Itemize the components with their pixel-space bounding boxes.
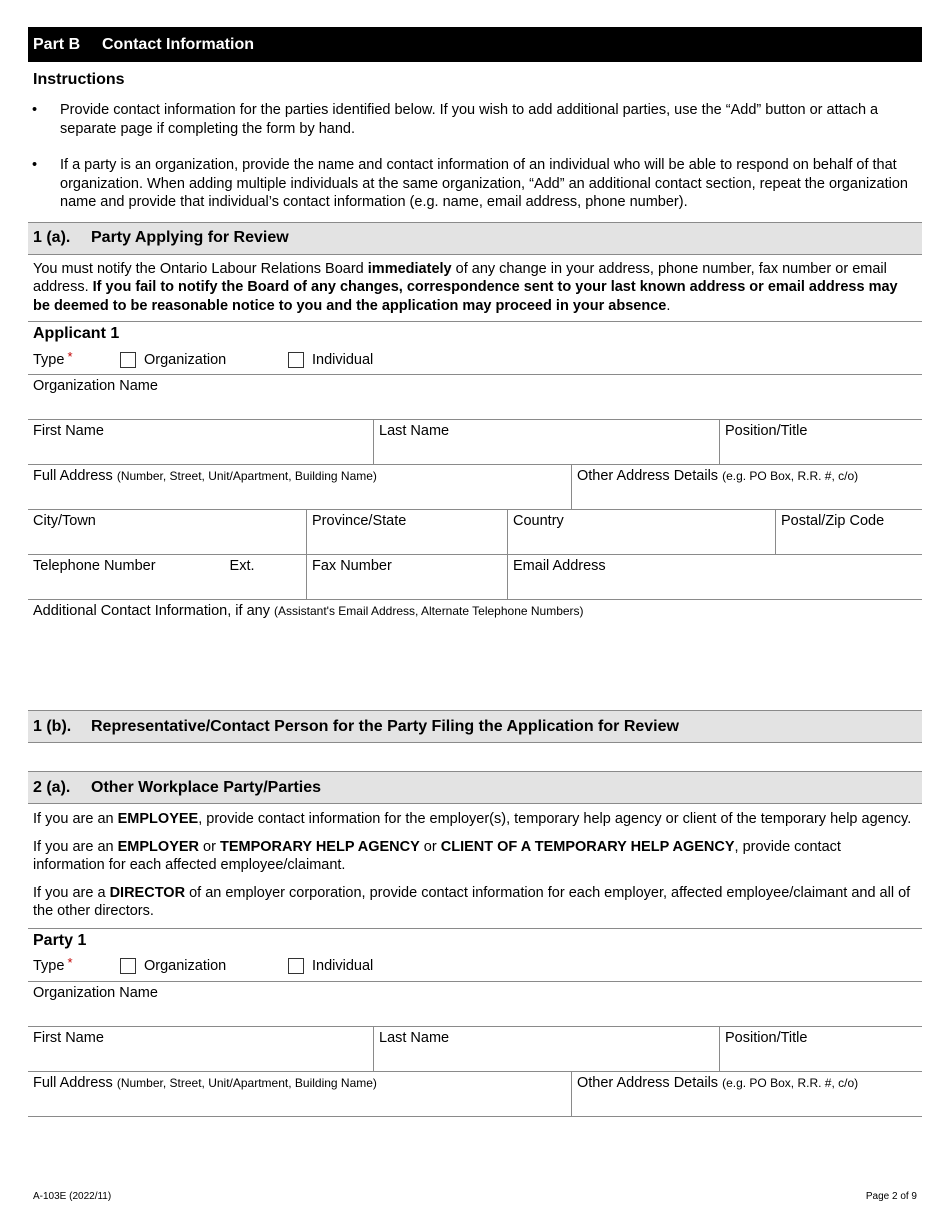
applicant-email-field[interactable]: Email Address [513,558,606,574]
section-1b-header: 1 (b). Representative/Contact Person for the Party Filing the Application for Review [28,710,922,743]
party-org-name-row [28,982,922,1027]
form-page [28,27,922,1117]
applicant-organization-checkbox[interactable] [120,352,136,368]
form-code: A-103E (2022/11) [33,1191,112,1202]
applicant-other-address-field[interactable]: Other Address Details (e.g. PO Box, R.R. #, c/o) [577,468,859,484]
applicant-position-field[interactable]: Position/Title [725,423,808,439]
applicant-individual-checkbox[interactable] [288,352,304,368]
party-individual-checkbox[interactable] [288,958,304,974]
applicant-first-name-field[interactable]: First Name [28,420,374,464]
section-2a-header: 2 (a). Other Workplace Party/Parties [28,771,922,804]
party-address-row [28,1072,922,1117]
applicant-city-row [28,510,922,555]
instructions-title: Instructions [33,71,125,88]
party-title: Party 1 [33,931,87,949]
applicant-province-field[interactable]: Province/State [307,510,508,554]
party-other-address-field[interactable]: Other Address Details (e.g. PO Box, R.R. #, c/o) [577,1074,859,1091]
applicant-org-name-row [28,375,922,420]
instruction-item: • If a party is an organization, provide the name and contact information of an individual who will be able to respond on behalf of that organization. When adding multiple individuals at the same organization, “Add” an additional contact section, repeat the organization name and provide that individual’s contact information (e.g. name, email address, phone number). [32,157,908,210]
applicant-organization-name-field[interactable]: Organization Name [33,378,158,394]
required-mark: * [67,348,73,364]
director-instruction: If you are a DIRECTOR of an employer corporation, provide contact information for each employer, affected employee/claimant and all of the other directors. [28,884,922,929]
ext-label: Ext. [229,558,255,574]
applicant-telephone-field[interactable]: Telephone Number Ext. [28,555,307,599]
notify-board-notice: You must notify the Ontario Labour Relations Board immediately of any change in your address, phone number, fax number or email address. If you fail to notify the Board of any changes, correspondence sent to your last known address or email address may be deemed to be reasonable notice to you and the application may proceed in your absence. [28,255,922,323]
applicant-fax-field[interactable]: Fax Number [307,555,508,599]
section-1a-header: 1 (a). Party Applying for Review [28,222,922,255]
applicant-address-row [28,465,922,510]
party-position-field[interactable]: Position/Title [725,1029,808,1046]
part-code: Part B [33,35,81,53]
part-title: Contact Information [102,35,254,53]
employee-instruction: If you are an EMPLOYEE, provide contact information for the employer(s), temporary help agency or client of the temporary help agency. [33,811,912,827]
party-organization-checkbox[interactable] [120,958,136,974]
applicant-phone-row [28,555,922,600]
party-name-row [28,1027,922,1072]
required-mark: * [67,955,73,970]
party-first-name-field[interactable]: First Name [28,1027,374,1071]
applicant-type-row: Type * Organization Individual [28,345,922,375]
applicant-name-row [28,420,922,465]
party-full-address-field[interactable]: Full Address (Number, Street, Unit/Apartment, Building Name) [28,1072,572,1116]
applicant-postal-field[interactable]: Postal/Zip Code [781,513,885,529]
applicant-full-address-field[interactable]: Full Address (Number, Street, Unit/Apartment, Building Name) [28,465,572,509]
instructions-list [28,101,922,212]
applicant-title: Applicant 1 [33,325,120,342]
applicant-city-field[interactable]: City/Town [28,510,307,554]
party-organization-name-field[interactable]: Organization Name [33,984,158,1001]
employer-instruction: If you are an EMPLOYER or TEMPORARY HELP AGENCY or CLIENT OF A TEMPORARY HELP AGENCY, provide contact information for each affected employee/claimant. [33,838,841,873]
applicant-additional-info-field[interactable]: Additional Contact Information, if any (Assistant's Email Address, Alternate Telephone Numbers) [33,603,584,619]
applicant-last-name-field[interactable]: Last Name [374,420,720,464]
page-number: Page 2 of 9 [865,1191,917,1202]
instruction-item: • Provide contact information for the parties identified below. If you wish to add additional parties, use the “Add” button or attach a separate page if completing the form by hand. [32,102,879,137]
applicant-country-field[interactable]: Country [508,510,776,554]
part-header [28,27,922,62]
party-type-row: Type * Organization Individual [28,952,922,982]
party-last-name-field[interactable]: Last Name [374,1027,720,1071]
